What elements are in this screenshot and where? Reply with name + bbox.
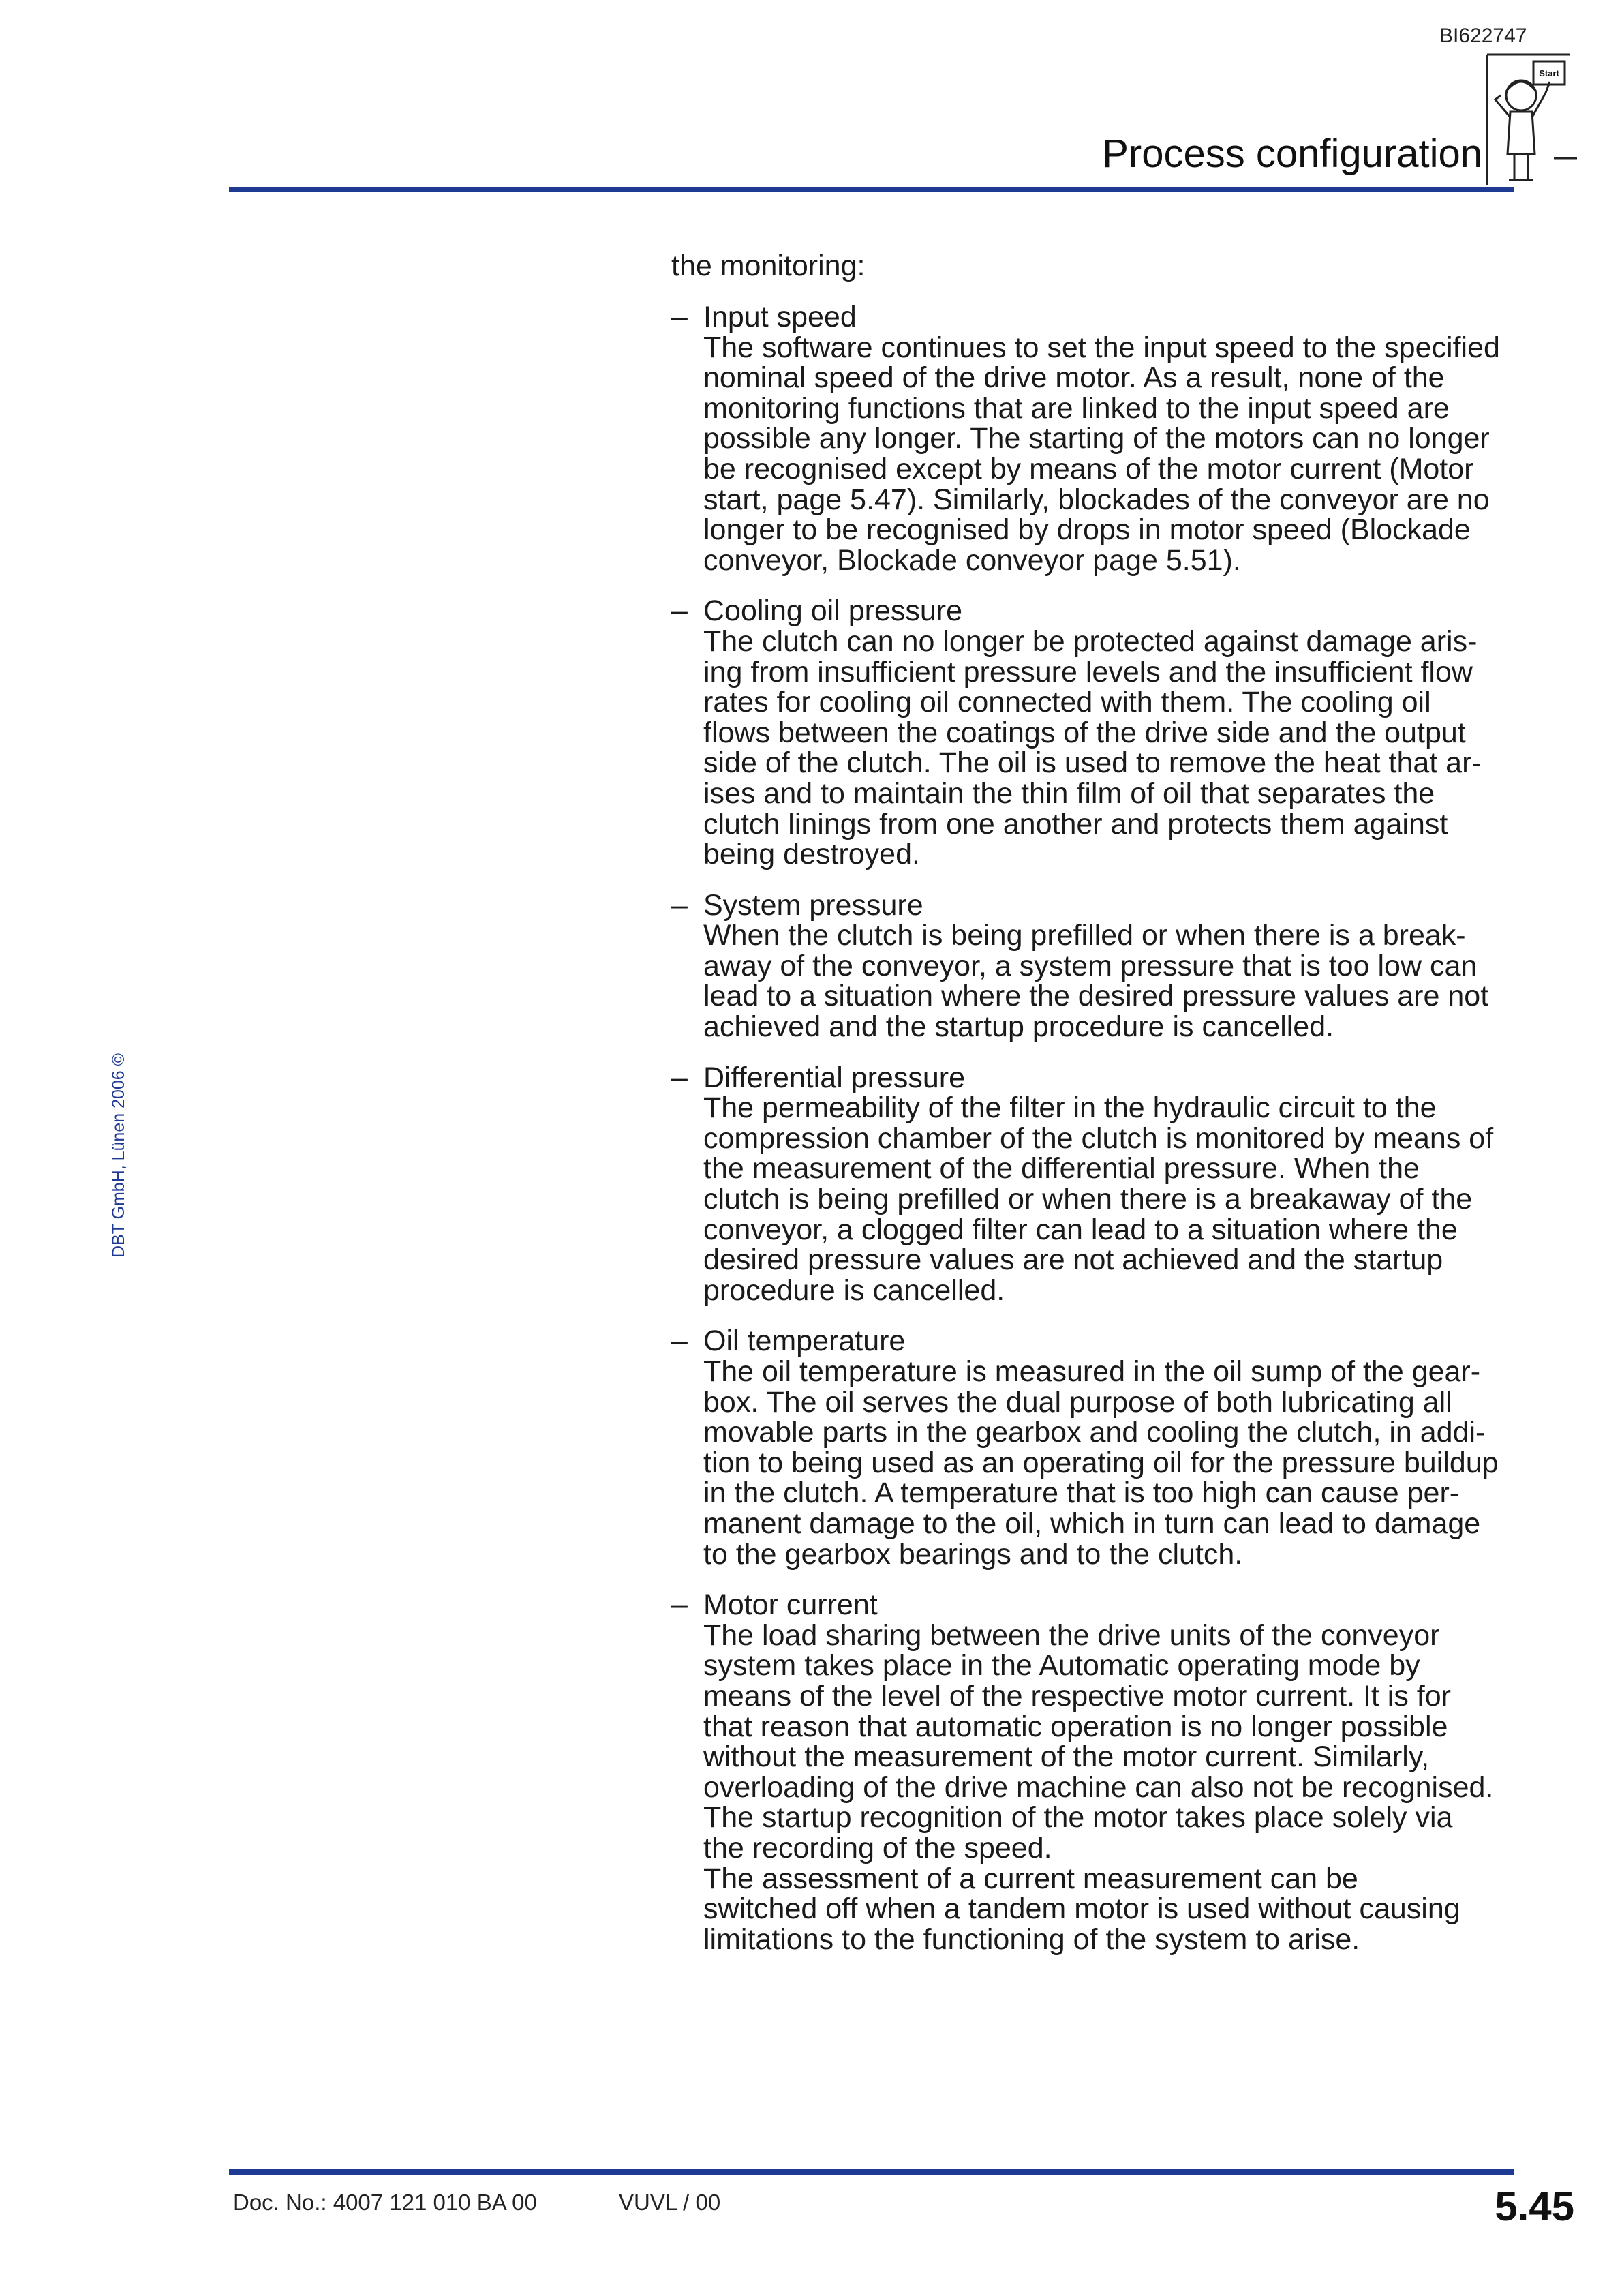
item-description: The load sharing between the drive units of the conveyor system takes place in the Automatic operating mode by means of the level of the respective motor current. It is for that reason that automatic operation is no longer possible without the measurement of the motor current. Similarly, overloading of the drive machine can also not be recognised. The startup recognition of the motor takes place solely via the recording of the speed. The assessment of a current measurement can be switched off when a tandem motor is used without causing limitations to the functioning of the system to arise. [703,1618,1494,1956]
document-version: VUVL / 00 [619,2190,721,2215]
list-item-system-pressure [671,890,1523,1042]
item-description: The clutch can no longer be protected against damage aris- ing from insufficient pressure levels and the insufficient flow rates for cooling oil connected with them. The cooling oil flows between the coatings of the drive side and the output side of the clutch. The oil is used to remove the heat that ar- ises and to maintain the thin film of oil that separates the clutch linings from one another and protects them against being destroyed. [703,624,1482,871]
list-item-differential-pressure [671,1063,1523,1306]
copyright-notice: DBT GmbH, Lünen 2006 © [109,1053,128,1258]
item-heading: Cooling oil pressure [703,594,963,628]
main-content [671,251,1523,1975]
list-item-motor-current [671,1590,1523,1954]
item-description: When the clutch is being prefilled or when there is a break- away of the conveyor, a system pressure that is too low can lead to a situation where the desired pressure values are not achieved and the startup procedure is cancelled. [703,919,1489,1044]
item-description: The permeability of the filter in the hydraulic circuit to the compression chamber of the clutch is monitored by means of the measurement of the differential pressure. When the clutch is being prefilled or when there is a breakaway of the conveyor, a clogged filter can lead to a situation where the desired pressure values are not achieved and the startup procedure is cancelled. [703,1091,1494,1307]
item-description: The software continues to set the input speed to the specified nominal speed of the drive motor. As a result, none of the monitoring functions that are linked to the input speed are possible any longer. The starting of the motors can no longer be recognised except by means of the motor current (Motor start, page 5.47). Similarly, blockades of the conveyor are no longer to be recognised by drops in motor speed (Blockade conveyor, Blockade conveyor page 5.51). [703,331,1500,577]
item-description: The oil temperature is measured in the oil sump of the gear- box. The oil serves the dual purpose of both lubricating all movable parts in the gearbox and cooling the clutch, in addi- tion to being used as an operating oil for the pressure buildup in the clutch. A temperature that is too high can cause per- manent damage to the oil, which in turn can lead to damage to the gearbox bearings and to the clutch. [703,1355,1499,1571]
item-heading: Input speed [703,301,857,333]
page-number: 5.45 [1495,2184,1574,2229]
operator-start-icon [1483,52,1578,188]
list-dash: – [671,888,688,922]
header-divider [229,187,1514,192]
list-dash: – [671,301,688,333]
start-button-label: Start [1539,68,1559,78]
item-heading: Differential pressure [703,1061,965,1094]
list-dash: – [671,1061,688,1094]
intro-text: the monitoring: [671,250,866,282]
footer-divider [229,2169,1514,2175]
list-dash: – [671,1325,688,1358]
item-heading: System pressure [703,888,923,922]
document-id: BI622747 [1439,25,1527,47]
list-dash: – [671,1588,688,1622]
item-heading: Motor current [703,1588,878,1622]
list-item-input-speed [671,302,1523,575]
list-item-cooling-oil-pressure [671,596,1523,869]
item-heading: Oil temperature [703,1325,906,1358]
list-dash: – [671,594,688,628]
document-number: Doc. No.: 4007 121 010 BA 00 [233,2190,537,2215]
list-item-oil-temperature [671,1326,1523,1569]
section-title: Process configuration [1102,132,1482,176]
